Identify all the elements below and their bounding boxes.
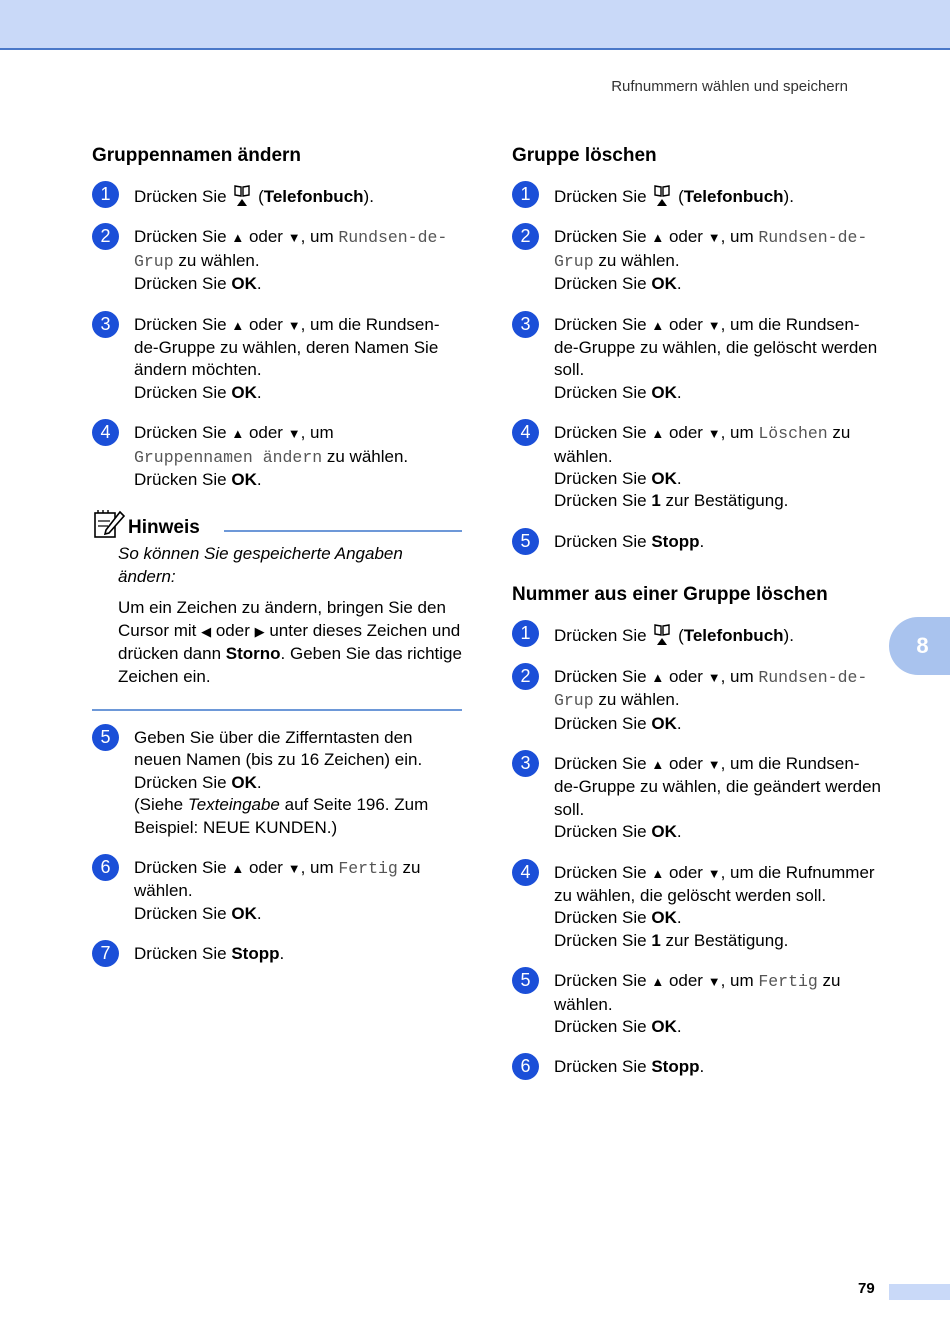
note-text: Um ein Zeichen zu ändern, bringen Sie den Cursor mit ◀ oder ▶ unter dieses Zeichen und drücken dann Storno. Geben Sie das richtige Zeichen ein. — [118, 598, 462, 686]
up-arrow-icon: ▲ — [651, 669, 665, 685]
divider — [224, 530, 462, 532]
note-box — [92, 509, 462, 710]
step-6: 6 Drücken Sie Stopp. — [512, 1056, 882, 1078]
up-arrow-icon: ▲ — [231, 426, 245, 442]
up-arrow-icon: ▲ — [231, 230, 245, 246]
up-arrow-icon: ▲ — [651, 974, 665, 990]
right-column — [512, 144, 882, 1097]
cross-reference[interactable]: Texteingabe — [187, 795, 280, 815]
step-number: 3 — [92, 311, 119, 338]
step-2: 2 Drücken Sie ▲ oder ▼, um Rundsen-de-Grup zu wählen. Drücken Sie OK. — [512, 226, 882, 295]
footer-bar — [889, 1284, 950, 1300]
down-arrow-icon: ▼ — [707, 317, 721, 333]
up-arrow-icon: ▲ — [231, 317, 245, 333]
step-number: 4 — [512, 859, 539, 886]
step-6: 6 Drücken Sie ▲ oder ▼, um Fertig zu wählen. Drücken Sie OK. — [92, 857, 462, 925]
step-number: 4 — [512, 419, 539, 446]
step-number: 2 — [92, 223, 119, 250]
step-4: 4 Drücken Sie ▲ oder ▼, um die Rufnummer zu wählen, die gelöscht werden soll. Drücken Sie OK. Drücken Sie 1 zur Bestätigung. — [512, 862, 882, 953]
down-arrow-icon: ▼ — [707, 974, 721, 990]
step-2: 2 Drücken Sie ▲ oder ▼, um Rundsen-de-Grup zu wählen. Drücken Sie OK. — [92, 226, 462, 295]
step-number: 1 — [92, 181, 119, 208]
step-2: 2 Drücken Sie ▲ oder ▼, um Rundsen-de-Grup zu wählen. Drücken Sie OK. — [512, 666, 882, 735]
step-number: 2 — [512, 663, 539, 690]
up-arrow-icon: ▲ — [231, 860, 245, 876]
step-number: 3 — [512, 311, 539, 338]
step-5: 5 Geben Sie über die Zifferntasten den neuen Namen (bis zu 16 Zeichen) ein. Drücken Sie OK. (Siehe Texteingabe auf Seite 196. Zum Beispiel: NEUE KUNDEN.) — [92, 727, 462, 839]
note-pencil-icon — [92, 509, 126, 539]
step-3: 3 Drücken Sie ▲ oder ▼, um die Rundsen-de-Gruppe zu wählen, die geändert werden soll. Drücken Sie OK. — [512, 753, 882, 844]
phonebook-icon — [653, 184, 671, 208]
up-arrow-icon: ▲ — [651, 865, 665, 881]
step-1: 1 Drücken Sie (Telefonbuch). — [512, 184, 882, 208]
step-3: 3 Drücken Sie ▲ oder ▼, um die Rundsen-de-Gruppe zu wählen, die gelöscht werden soll. Drücken Sie OK. — [512, 314, 882, 405]
down-arrow-icon: ▼ — [707, 865, 721, 881]
step-7: 7 Drücken Sie Stopp. — [92, 943, 462, 965]
section-title-delete-group: Gruppe löschen — [512, 145, 657, 166]
step-4: 4 Drücken Sie ▲ oder ▼, um Löschen zu wählen. Drücken Sie OK. Drücken Sie 1 zur Bestätigung. — [512, 422, 882, 513]
running-head: Rufnummern wählen und speichern — [611, 78, 848, 95]
chapter-tab: 8 — [889, 617, 950, 675]
up-arrow-icon: ▲ — [651, 426, 665, 442]
step-number: 2 — [512, 223, 539, 250]
up-arrow-icon: ▲ — [651, 317, 665, 333]
step-number: 5 — [92, 724, 119, 751]
top-banner — [0, 0, 950, 50]
down-arrow-icon: ▼ — [707, 756, 721, 772]
step-5: 5 Drücken Sie Stopp. — [512, 531, 882, 553]
step-5: 5 Drücken Sie ▲ oder ▼, um Fertig zu wählen. Drücken Sie OK. — [512, 970, 882, 1038]
step-number: 1 — [512, 620, 539, 647]
down-arrow-icon: ▼ — [707, 230, 721, 246]
step-number: 6 — [92, 854, 119, 881]
step-3: 3 Drücken Sie ▲ oder ▼, um die Rundsen-de-Gruppe zu wählen, deren Namen Sie ändern möchten. Drücken Sie OK. — [92, 314, 462, 405]
down-arrow-icon: ▼ — [707, 426, 721, 442]
step-1: 1 Drücken Sie (Telefonbuch). — [92, 184, 462, 208]
step-number: 6 — [512, 1053, 539, 1080]
left-arrow-icon: ◀ — [201, 623, 212, 639]
down-arrow-icon: ▼ — [287, 426, 301, 442]
step-4: 4 Drücken Sie ▲ oder ▼, um Gruppennamen ändern zu wählen. Drücken Sie OK. — [92, 422, 462, 491]
phonebook-icon — [653, 623, 671, 647]
step-number: 5 — [512, 967, 539, 994]
step-number: 5 — [512, 528, 539, 555]
page-number: 79 — [858, 1280, 875, 1297]
down-arrow-icon: ▼ — [287, 317, 301, 333]
left-column — [92, 144, 462, 984]
down-arrow-icon: ▼ — [287, 860, 301, 876]
step-number: 3 — [512, 750, 539, 777]
step-number: 4 — [92, 419, 119, 446]
up-arrow-icon: ▲ — [651, 230, 665, 246]
right-arrow-icon: ▶ — [254, 623, 265, 639]
down-arrow-icon: ▼ — [707, 669, 721, 685]
phonebook-icon — [233, 184, 251, 208]
up-arrow-icon: ▲ — [651, 756, 665, 772]
section-title-rename-group: Gruppennamen ändern — [92, 145, 302, 166]
note-intro: So können Sie gespeicherte Angaben ändern: — [118, 544, 403, 586]
down-arrow-icon: ▼ — [287, 230, 301, 246]
step-number: 1 — [512, 181, 539, 208]
step-number: 7 — [92, 940, 119, 967]
section-title-delete-number: Nummer aus einer Gruppe löschen — [512, 584, 828, 606]
step-1: 1 Drücken Sie (Telefonbuch). — [512, 623, 882, 647]
note-title: Hinweis — [128, 517, 200, 539]
